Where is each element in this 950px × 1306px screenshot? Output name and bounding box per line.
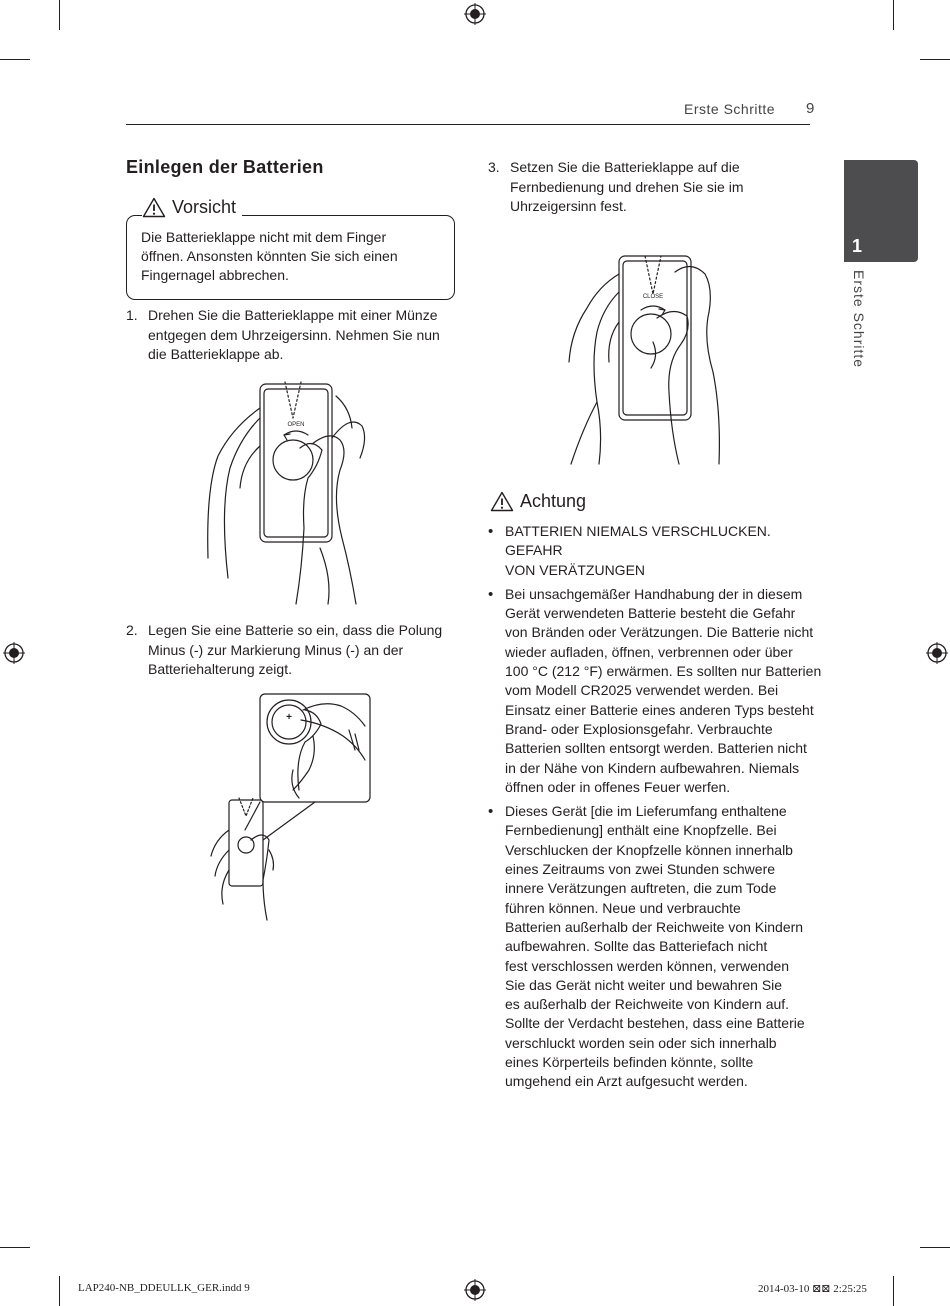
step-number: 2.: [126, 622, 138, 638]
warning-line: Gerät verwendeten Batterie besteht die Gefahr: [505, 605, 796, 622]
crop-mark: [59, 1276, 60, 1306]
crop-mark: [0, 59, 30, 60]
warning-line: führen können. Neue und verbrauchte: [505, 899, 741, 916]
warning-line: Verschlucken der Knopfzelle können innerhalb: [505, 841, 793, 858]
warning-line: umgehend ein Arzt aufgesucht werden.: [505, 1073, 748, 1090]
crop-mark: [920, 59, 950, 60]
crop-mark: [59, 0, 60, 30]
warning-line: 100 °C (212 °F) erwärmen. Es sollten nur Batterien: [505, 663, 822, 680]
warning-line: Sie das Gerät nicht weiter und bewahren Sie: [505, 976, 783, 993]
step-3: [488, 158, 818, 218]
step-number: 3.: [488, 159, 500, 175]
warning-item: [488, 522, 823, 580]
footer-file-name: LAP240-NB_DDEULLK_GER.indd 9: [78, 1282, 250, 1294]
warning-line: Batterien außerhalb der Reichweite von Kindern: [505, 918, 804, 935]
caution-line: Fingernagel abbrechen.: [141, 267, 289, 283]
caution-line: öffnen. Ansonsten könnten Sie sich einen: [141, 248, 398, 264]
registration-mark-top: [464, 3, 486, 25]
page-number: 9: [806, 100, 815, 117]
step-text: [148, 621, 442, 680]
warning-line: VON VERÄTZUNGEN: [505, 561, 646, 578]
plus-marking: +: [286, 712, 292, 723]
step-line: Legen Sie eine Batterie so ein, dass die Polung: [148, 622, 443, 638]
warning-line: wieder aufladen, öffnen, verbrennen oder über: [505, 643, 793, 660]
figure-close-battery-cover: [563, 252, 743, 468]
step-line: die Batterieklappe ab.: [148, 346, 284, 362]
warning-item: [488, 585, 823, 797]
warning-line: • Bei unsachgemäßer Handhabung der in diesem: [505, 585, 803, 602]
section-heading: Einlegen der Batterien: [126, 157, 324, 177]
warning-header: [490, 491, 586, 512]
warning-list: [488, 522, 823, 1097]
caution-text: [141, 228, 441, 285]
figure-open-battery-cover: [200, 378, 380, 608]
warning-line: • Dieses Gerät [die im Lieferumfang enthaltene: [505, 803, 787, 820]
warning-line: es außerhalb der Reichweite von Kindern auf.: [505, 996, 790, 1013]
warning-item: [488, 802, 823, 1091]
close-label: CLOSE: [642, 294, 664, 300]
step-1: [126, 306, 456, 366]
step-2: [126, 621, 456, 681]
warning-line: Batterien sollten entsorgt werden. Batterien nicht: [505, 740, 807, 757]
crop-mark: [893, 1276, 894, 1306]
crop-mark: [893, 0, 894, 30]
header-section-title: Erste Schritte: [684, 101, 776, 117]
warning-triangle-icon: [142, 197, 166, 218]
chapter-tab-number: 1: [852, 236, 863, 256]
warning-line: • BATTERIEN NIEMALS VERSCHLUCKEN. GEFAHR: [505, 523, 771, 559]
warning-line: eines Körperteils befinden könnte, sollte: [505, 1054, 754, 1071]
figure-insert-battery: [205, 690, 375, 922]
warning-line: öffnen oder in offenes Feuer werfen.: [505, 778, 731, 795]
caution-label: Vorsicht: [172, 197, 237, 217]
crop-mark: [920, 1247, 950, 1248]
warning-line: Einsatz einer Batterie eines anderen Typs besteht: [505, 701, 814, 718]
warning-line: vom Modell CR2025 verwendet werden. Bei: [505, 682, 779, 699]
step-line: Setzen Sie die Batterieklappe auf die: [510, 159, 740, 175]
step-number: 1.: [126, 307, 138, 323]
header-divider: [126, 124, 810, 125]
warning-line: fest verschlossen werden können, verwenden: [505, 957, 790, 974]
step-text: [148, 306, 440, 365]
warning-line: aufbewahren. Sollte das Batteriefach nicht: [505, 938, 768, 955]
registration-mark-bottom: [464, 1279, 486, 1301]
warning-line: Sollte der Verdacht bestehen, dass eine Batterie: [505, 1015, 805, 1032]
caution-header: [142, 197, 242, 218]
warning-label: Achtung: [520, 491, 587, 511]
step-line: Minus (-) zur Markierung Minus (-) an der: [148, 641, 404, 658]
chapter-tab-label: Erste Schritte: [851, 270, 867, 369]
warning-line: innere Verätzungen auftreten, die zum Tode: [505, 880, 777, 897]
registration-mark-right: [926, 642, 948, 664]
step-line: entgegen dem Uhrzeigersinn. Nehmen Sie nun: [148, 326, 440, 343]
crop-mark: [0, 1247, 30, 1248]
caution-line: Die Batterieklappe nicht mit dem Finger: [141, 229, 387, 245]
warning-line: Brand- oder Explosionsgefahr. Verbrauchte: [505, 720, 773, 737]
warning-triangle-icon: [490, 491, 514, 512]
step-text: [510, 158, 744, 217]
warning-line: Fernbedienung] enthält eine Knopfzelle. Bei: [505, 822, 777, 839]
registration-mark-left: [3, 642, 25, 664]
warning-line: von Bränden oder Verätzungen. Die Batterie nicht: [505, 624, 814, 641]
warning-line: verschluckt worden sein oder sich innerhalb: [505, 1034, 777, 1051]
step-line: Uhrzeigersinn fest.: [510, 198, 627, 214]
step-line: Batteriehalterung zeigt.: [148, 661, 292, 677]
step-line: Drehen Sie die Batterieklappe mit einer Münze: [148, 307, 438, 323]
footer-timestamp: 2014-03-10 ⊠⊠ 2:25:25: [758, 1283, 867, 1295]
open-label: OPEN: [287, 422, 305, 428]
warning-line: eines Zeitraums von zwei Stunden schwere: [505, 861, 776, 878]
step-line: Fernbedienung und drehen Sie sie im: [510, 178, 744, 195]
warning-line: in der Nähe von Kindern aufbewahren. Niemals: [505, 759, 800, 776]
